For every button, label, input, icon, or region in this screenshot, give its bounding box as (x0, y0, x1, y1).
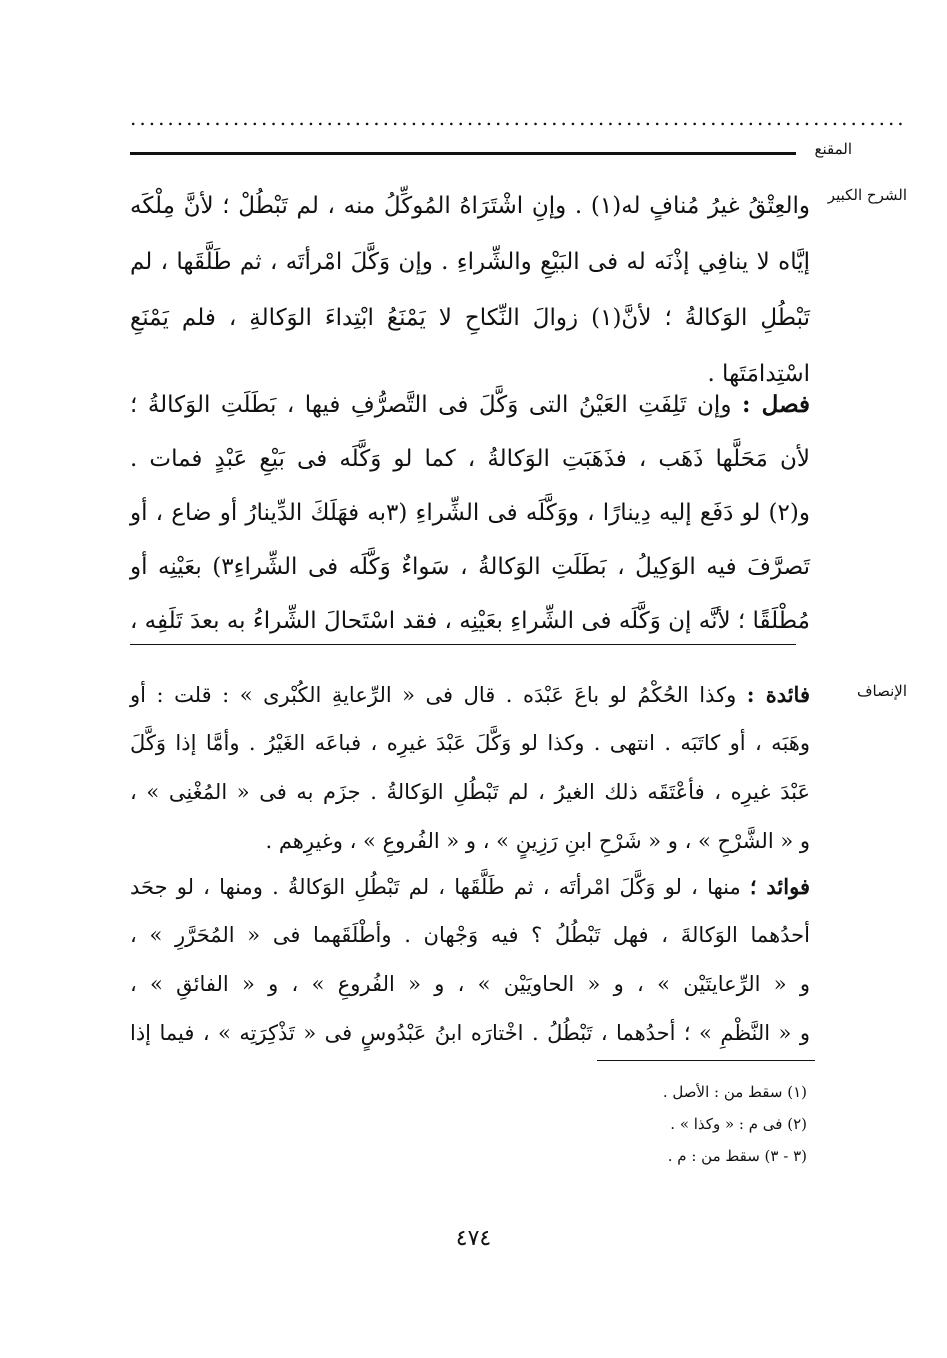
footnotes (507, 1076, 807, 1172)
text-line: تَصرَّفَ فيه الوَكِيلُ ، بَطَلَتِ الوَكالةُ ، سَواءٌ وَكَّلَه فى الشِّراءِ٣) بعَيْنِه أو (130, 554, 810, 580)
header-solid-rule (130, 152, 796, 155)
text-line (130, 862, 810, 911)
text-line: و « الرِّعايتَيْن » ، و « الحاويَيْن » ، و « الفُروعِ » ، و « الفائقِ » ، (130, 972, 810, 996)
text-line: أحدُهما الوَكالةَ ، فهل تَبْطُلُ ؟ فيه وَجْهان . وأطْلَقَهما فى « المُحَرَّرِ » ، (130, 923, 810, 947)
text-line (130, 670, 810, 719)
footnote: (٣ - ٣) سقط من : م . (667, 1147, 807, 1165)
text-line: و(٢) لو دَفَع إليه دِينارًا ، ووَكَّلَه فى الشِّراءِ (٣به فهَلَكَ الدِّينارُ أو ضاع ، أو (130, 500, 810, 526)
footnote: (١) سقط من : الأصل . (662, 1083, 807, 1101)
insaf-margin-label: الإنصاف (856, 682, 907, 700)
text-line (130, 378, 810, 432)
faida-heading: فائدة : (746, 682, 810, 707)
text-line: تَبْطُلِ الوَكالةُ ؛ لأنَّ(١) زوالَ النِّكاحِ لا يَمْنَعُ ابْتِداءَ الوَكالةِ ، فلم يَمْنَعِ (130, 305, 810, 331)
text-line: وهَبَه ، أو كاتَبَه . انتهى . وكذا لو وَكَّلَ عَبْدَ غيرِه ، فباعَه الغَيْرُ . وأمَّا إذا وَكَّلَ (130, 731, 810, 755)
page-number: ٤٧٤ (455, 1226, 492, 1251)
text-span: منها ، لو وَكَّلَ امْرأتَه ، ثم طَلَّقَها ، لم تَبْطُلِ الوَكالةُ . ومنها ، لو جحَد (130, 875, 741, 899)
sharh-margin-label: الشرح الكبير (827, 186, 907, 204)
text-span: وكذا الحُكْمُ لو باعَ عَبْدَه . قال فى « الرِّعايةِ الكُبْرى » : قلت : أو (130, 683, 737, 707)
muqni-margin-label: المقنع (814, 140, 852, 158)
text-line: عَبْدَ غيرِه ، فأعْتَقَه ذلك الغيرُ ، لم تَبْطُلِ الوَكالةُ . جزَم به فى « المُغْنِى » ، (130, 780, 810, 804)
header-dotted-rule: ................................................................................... (130, 106, 907, 130)
text-line: اسْتِدامَتَها . (707, 361, 810, 387)
text-line: لأن مَحَلَّها ذَهَب ، فذَهَبَتِ الوَكالةُ ، كما لو وَكَّلَه فى بَيْعِ عَبْدٍ فمات . (130, 446, 810, 472)
text-line: مُطْلَقًا ؛ لأنَّه إن وَكَّلَه فى الشِّراءِ بعَيْنِه ، فقد اسْتَحالَ الشِّراءُ به بعدَ تَلَفِه ، (129, 608, 810, 634)
text-span: وإن تَلِفَتِ العَيْنُ التى وَكَّلَ فى التَّصرُّفِ فيها ، بَطَلَتِ الوَكالةُ ؛ (130, 392, 732, 418)
text-line: والعِتْقُ غيرُ مُنافٍ له(١) . وإنِ اشْتَرَاهُ المُوكِّلُ منه ، لم تَبْطُلْ ؛ لأنَّ مِلْكَه (130, 193, 811, 219)
fasl-heading: فصل : (741, 391, 811, 418)
footnote: (٢) فى م : « وكذا » . (670, 1115, 807, 1133)
section-divider (130, 644, 796, 645)
footnote-divider (597, 1060, 815, 1061)
text-line: إيَّاه لا ينافِي إذْنَه له فى البَيْعِ والشِّراءِ . وإن وَكَّلَ امْرأتَه ، ثم طَلَّقَها ، لم (130, 249, 810, 275)
fawaid-heading: فوائد ؛ (749, 874, 810, 899)
text-line: و « الشَّرْحِ » ، و « شَرْحِ ابنِ رَزِينٍ » ، و « الفُروعِ » ، وغيرِهم . (265, 829, 810, 853)
text-line: و « النَّظْمِ » ؛ أحدُهما ، تَبْطُلُ . اخْتارَه ابنُ عَبْدُوسٍ فى « تَذْكِرَتِه » ، فيما إذا (130, 1021, 810, 1045)
